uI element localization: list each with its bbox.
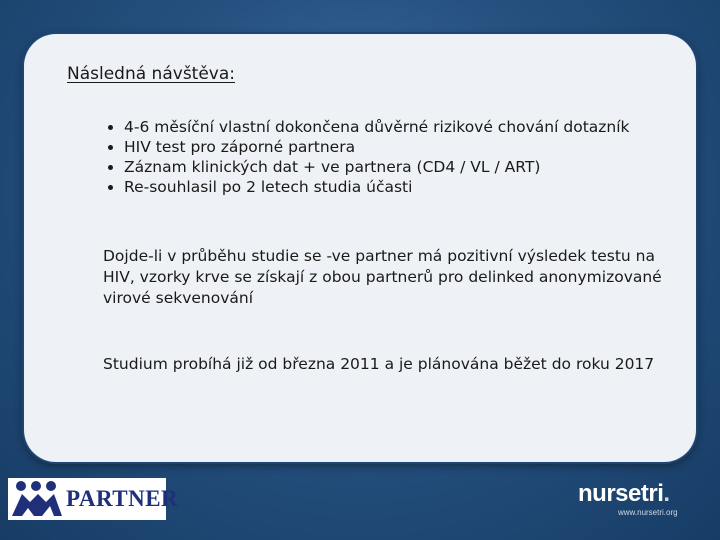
nursetri-name: nursetri <box>578 480 664 507</box>
partner-logo-text: PARTNER <box>66 486 179 511</box>
slide-title: Následná návštěva: <box>67 64 235 84</box>
nursetri-url: www.nursetri.org <box>618 508 678 517</box>
paragraph-study-timeline: Studium probíhá již od března 2011 a je plánována běžet do roku 2017 <box>103 355 655 373</box>
content-panel <box>24 34 696 462</box>
partner-logo <box>8 478 179 520</box>
bullet-item: • HIV test pro záporné partnera <box>124 137 630 157</box>
nursetri-logo <box>578 480 670 508</box>
bullet-item: • 4-6 měsíční vlastní dokončena důvěrné rizikové chování dotazník <box>124 117 630 137</box>
partner-figures-icon <box>8 478 64 520</box>
bullet-item: • Záznam klinických dat + ve partnera (CD4 / VL / ART) <box>124 157 630 177</box>
nursetri-dot: . <box>663 480 670 507</box>
paragraph-hiv-testing: Dojde-li v průběhu studie se -ve partner má pozitivní výsledek testu na HIV, vzorky krve se získají z obou partnerů pro delinked anonymizované virové sekvenování <box>103 247 662 307</box>
bullet-item: • Re-souhlasil po 2 letech studia účasti <box>124 177 630 197</box>
bullet-list <box>104 117 630 197</box>
